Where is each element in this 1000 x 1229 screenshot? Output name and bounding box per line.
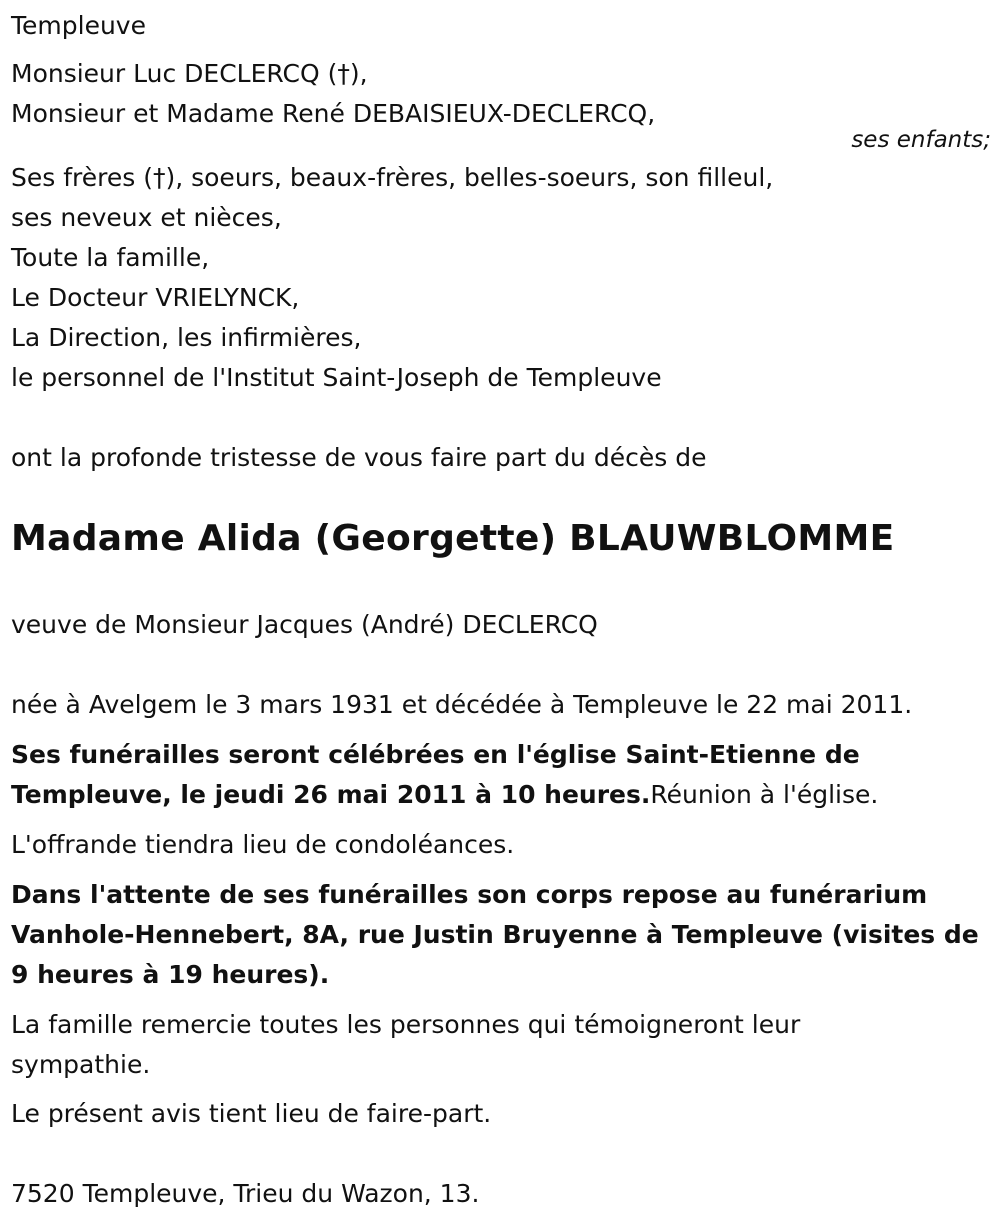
family-line: ses neveux et nièces, <box>11 203 282 232</box>
family-line: le personnel de l'Institut Saint-Joseph de Templeuve <box>11 363 662 392</box>
family-line: Toute la famille, <box>11 243 210 272</box>
child-line-2: Monsieur et Madame René DEBAISIEUX-DECLERCQ, <box>11 99 656 128</box>
children-label: ses enfants; <box>851 127 991 153</box>
family-line: La Direction, les infirmières, <box>11 323 362 352</box>
thanks-paragraph: La famille remercie toutes les personnes qui témoigneront leur sympathie. <box>11 1010 801 1079</box>
child-line-1: Monsieur Luc DECLERCQ (†), <box>11 59 368 88</box>
town-heading: Templeuve <box>11 11 146 40</box>
family-list <box>11 158 773 398</box>
funeral-paragraph <box>11 735 881 815</box>
address-line: 7520 Templeuve, Trieu du Wazon, 13. <box>11 1179 480 1208</box>
announcement-text: ont la profonde tristesse de vous faire part du décès de <box>11 443 707 472</box>
widow-of-line: veuve de Monsieur Jacques (André) DECLERCQ <box>11 610 598 639</box>
funeral-details: Ses funérailles seront célébrées en l'église Saint-Etienne de Templeuve, le jeudi 26 mai 2011 à 10 heures. <box>11 740 860 809</box>
notice-line: Le présent avis tient lieu de faire-part. <box>11 1099 492 1128</box>
deceased-name: Madame Alida (Georgette) BLAUWBLOMME <box>11 518 895 559</box>
funeral-meeting: Réunion à l'église. <box>650 780 879 809</box>
birth-death-line: née à Avelgem le 3 mars 1931 et décédée à Templeuve le 22 mai 2011. <box>11 690 913 719</box>
family-line: Ses frères (†), soeurs, beaux-frères, belles-soeurs, son filleul, <box>11 163 774 192</box>
offering-line: L'offrande tiendra lieu de condoléances. <box>11 830 515 859</box>
repose-paragraph: Dans l'attente de ses funérailles son corps repose au funérarium Vanhole-Hennebert, 8A, rue Justin Bruyenne à Templeuve (visites de 9 heures à 19 heures). <box>11 880 979 989</box>
family-line: Le Docteur VRIELYNCK, <box>11 283 300 312</box>
